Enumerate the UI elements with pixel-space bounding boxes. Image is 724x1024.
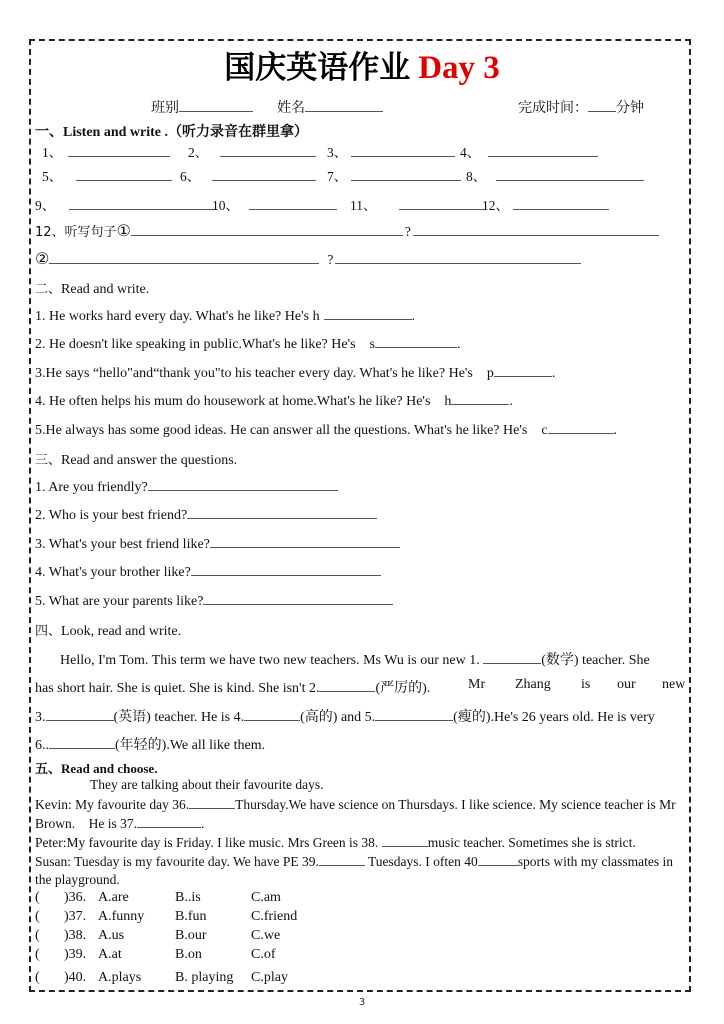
answer-blank[interactable] [249, 197, 337, 210]
listen-item-12[interactable]: 12、 [482, 194, 609, 214]
class-blank[interactable] [179, 99, 253, 112]
answer-blank-1[interactable] [483, 651, 541, 664]
listen-item-5[interactable]: 5、 [42, 165, 172, 185]
answer-blank[interactable] [375, 335, 457, 348]
dictation-blank[interactable] [335, 251, 581, 264]
option-b: B.fun [175, 909, 207, 924]
passage-line-3[interactable]: 3. (英语) teacher. He is 4. (高的) and 5. (瘦的).He's 26 years old. He is very [35, 710, 655, 725]
answer-blank-4[interactable] [244, 708, 300, 721]
option-b: B..is [175, 890, 201, 905]
dictation-line-2[interactable]: ② ? [35, 249, 581, 268]
answer-blank-2[interactable] [319, 679, 375, 692]
option-a: A.at [98, 947, 122, 962]
dictation-blank[interactable] [49, 251, 319, 264]
answer-paren[interactable]: ( [35, 970, 40, 985]
answer-blank[interactable] [451, 392, 509, 405]
question-item-1[interactable]: 1. Are you friendly? [35, 478, 338, 496]
option-b: B. playing [175, 970, 234, 985]
question-item-5[interactable]: 5. What are your parents like? [35, 592, 393, 610]
question-item-4[interactable]: 4. What's your brother like? [35, 563, 381, 581]
answer-blank-3[interactable] [46, 708, 114, 721]
option-a: A.funny [98, 909, 145, 924]
dictation-blank[interactable] [413, 223, 659, 236]
option-a: A.us [98, 928, 125, 943]
answer-blank-38[interactable] [382, 834, 428, 847]
answer-blank[interactable] [212, 168, 316, 181]
title-day: Day 3 [418, 50, 500, 86]
answer-blank[interactable] [494, 364, 552, 377]
listen-item-6[interactable]: 6、 [180, 165, 316, 185]
answer-blank[interactable] [187, 506, 377, 519]
section4-heading: 四、Look, read and write. [35, 624, 182, 639]
answer-blank[interactable] [220, 144, 316, 157]
answer-blank-36[interactable] [189, 796, 235, 809]
listen-item-7[interactable]: 7、 [327, 165, 461, 185]
answer-blank[interactable] [76, 168, 172, 181]
read-write-item-2[interactable]: 2. He doesn't like speaking in public.What's he like? He's s . [35, 337, 461, 352]
answer-blank[interactable] [351, 168, 461, 181]
answer-blank[interactable] [513, 197, 609, 210]
time-field[interactable] [518, 97, 644, 117]
read-write-item-4[interactable]: 4. He often helps his mum do housework at home.What's he like? He's h . [35, 394, 513, 409]
option-b: B.on [175, 947, 202, 962]
answer-blank-37[interactable] [137, 815, 201, 828]
listen-item-10[interactable]: 10、 [212, 194, 337, 214]
question-item-3[interactable]: 3. What's your best friend like? [35, 535, 400, 553]
answer-blank[interactable] [191, 563, 381, 576]
option-c: C.play [251, 970, 288, 985]
passage-line-4[interactable]: 6.. (年轻的).We all like them. [35, 738, 266, 753]
name-blank[interactable] [305, 99, 383, 112]
listen-item-8[interactable]: 8、 [466, 165, 644, 185]
peter-line[interactable]: Peter:My favourite day is Friday. I like music. Mrs Green is 38. music teacher. Sometimes she is strict. [35, 835, 636, 850]
class-field[interactable] [151, 97, 253, 117]
answer-paren[interactable]: ( [35, 890, 40, 905]
susan-line-2: the playground. [35, 872, 120, 887]
option-c: C.friend [251, 909, 298, 924]
listen-item-2[interactable]: 2、 [188, 141, 316, 161]
name-label: 姓名 [277, 100, 305, 116]
answer-blank[interactable] [148, 478, 338, 491]
option-c: C.of [251, 947, 276, 962]
option-c: C.we [251, 928, 281, 943]
answer-blank-6[interactable] [49, 736, 115, 749]
question-item-2[interactable]: 2. Who is your best friend? [35, 506, 377, 524]
answer-blank[interactable] [488, 144, 598, 157]
section2-heading: 二、Read and write. [35, 282, 150, 297]
section1-heading: 一、Listen and write .（听力录音在群里拿） [35, 124, 308, 140]
option-b: B.our [175, 928, 207, 943]
dictation-line-1[interactable]: 12、听写句子① ? [35, 221, 659, 240]
answer-blank[interactable] [210, 535, 400, 548]
answer-blank[interactable] [324, 307, 412, 320]
section5-intro: They are talking about their favourite days. [90, 777, 324, 792]
listen-item-11[interactable]: 11、 [350, 194, 485, 214]
read-write-item-5[interactable]: 5.He always has some good ideas. He can answer all the questions. What's he like? He's c . [35, 423, 618, 438]
name-field[interactable] [277, 97, 383, 117]
title-chinese: 国庆英语作业 [224, 50, 411, 86]
time-blank[interactable] [588, 99, 616, 112]
listen-item-1[interactable]: 1、 [42, 141, 170, 161]
answer-blank[interactable] [399, 197, 485, 210]
listen-item-3[interactable]: 3、 [327, 141, 455, 161]
dictation-blank[interactable] [131, 223, 403, 236]
section5-heading: 五、Read and choose. [35, 761, 158, 777]
answer-blank-5[interactable] [375, 708, 453, 721]
section3-heading: 三、Read and answer the questions. [35, 453, 238, 468]
answer-blank[interactable] [496, 168, 644, 181]
time-label: 完成时间： [518, 100, 588, 116]
answer-blank[interactable] [548, 421, 614, 434]
answer-paren[interactable]: ( [35, 928, 40, 943]
page-title [0, 42, 724, 87]
option-a: A.are [98, 890, 129, 905]
answer-paren[interactable]: ( [35, 909, 40, 924]
page-number: 3 [358, 997, 366, 1008]
answer-blank[interactable] [68, 144, 170, 157]
passage-line-1[interactable]: Hello, I'm Tom. This term we have two new teachers. Ms Wu is our new 1. (数学) teacher. She [60, 653, 650, 668]
susan-line-1[interactable]: Susan: Tuesday is my favourite day. We have PE 39. Tuesdays. I often 40 sports with my classmates in [35, 854, 674, 869]
listen-item-4[interactable]: 4、 [460, 141, 598, 161]
time-unit: 分钟 [616, 100, 644, 116]
answer-blank-40[interactable] [478, 853, 518, 866]
choice-table: ( )36. A.are B..is C.am ( )37. A.funny B.fun C.friend ( )38. A.us B.our C.we ( )39. A.at B.on C.of ( )40. A.plays B. playing C.play [35, 890, 298, 985]
option-c: C.am [251, 890, 281, 905]
kevin-line-2[interactable]: Brown. He is 37. . [35, 816, 205, 831]
listen-item-9[interactable]: 9、 [35, 194, 217, 214]
class-label: 班别 [151, 100, 179, 116]
answer-blank[interactable] [351, 144, 455, 157]
answer-blank-39[interactable] [319, 853, 365, 866]
answer-blank[interactable] [203, 592, 393, 605]
read-write-item-3[interactable]: 3.He says “hello"and“thank you"to his teacher every day. What's he like? He's p . [35, 366, 556, 381]
option-a: A.plays [98, 970, 142, 985]
answer-blank[interactable] [69, 197, 217, 210]
kevin-line-1[interactable]: Kevin: My favourite day 36. Thursday.We have science on Thursdays. I like science. My science teacher is Mr [35, 797, 676, 812]
passage-line-2[interactable]: has short hair. She is quiet. She is kind. She isn't 2. (严厉的). Mr Zhang is our new [35, 677, 686, 696]
read-write-item-1[interactable]: 1. He works hard every day. What's he like? He's h . [35, 309, 416, 324]
answer-paren[interactable]: ( [35, 947, 40, 962]
